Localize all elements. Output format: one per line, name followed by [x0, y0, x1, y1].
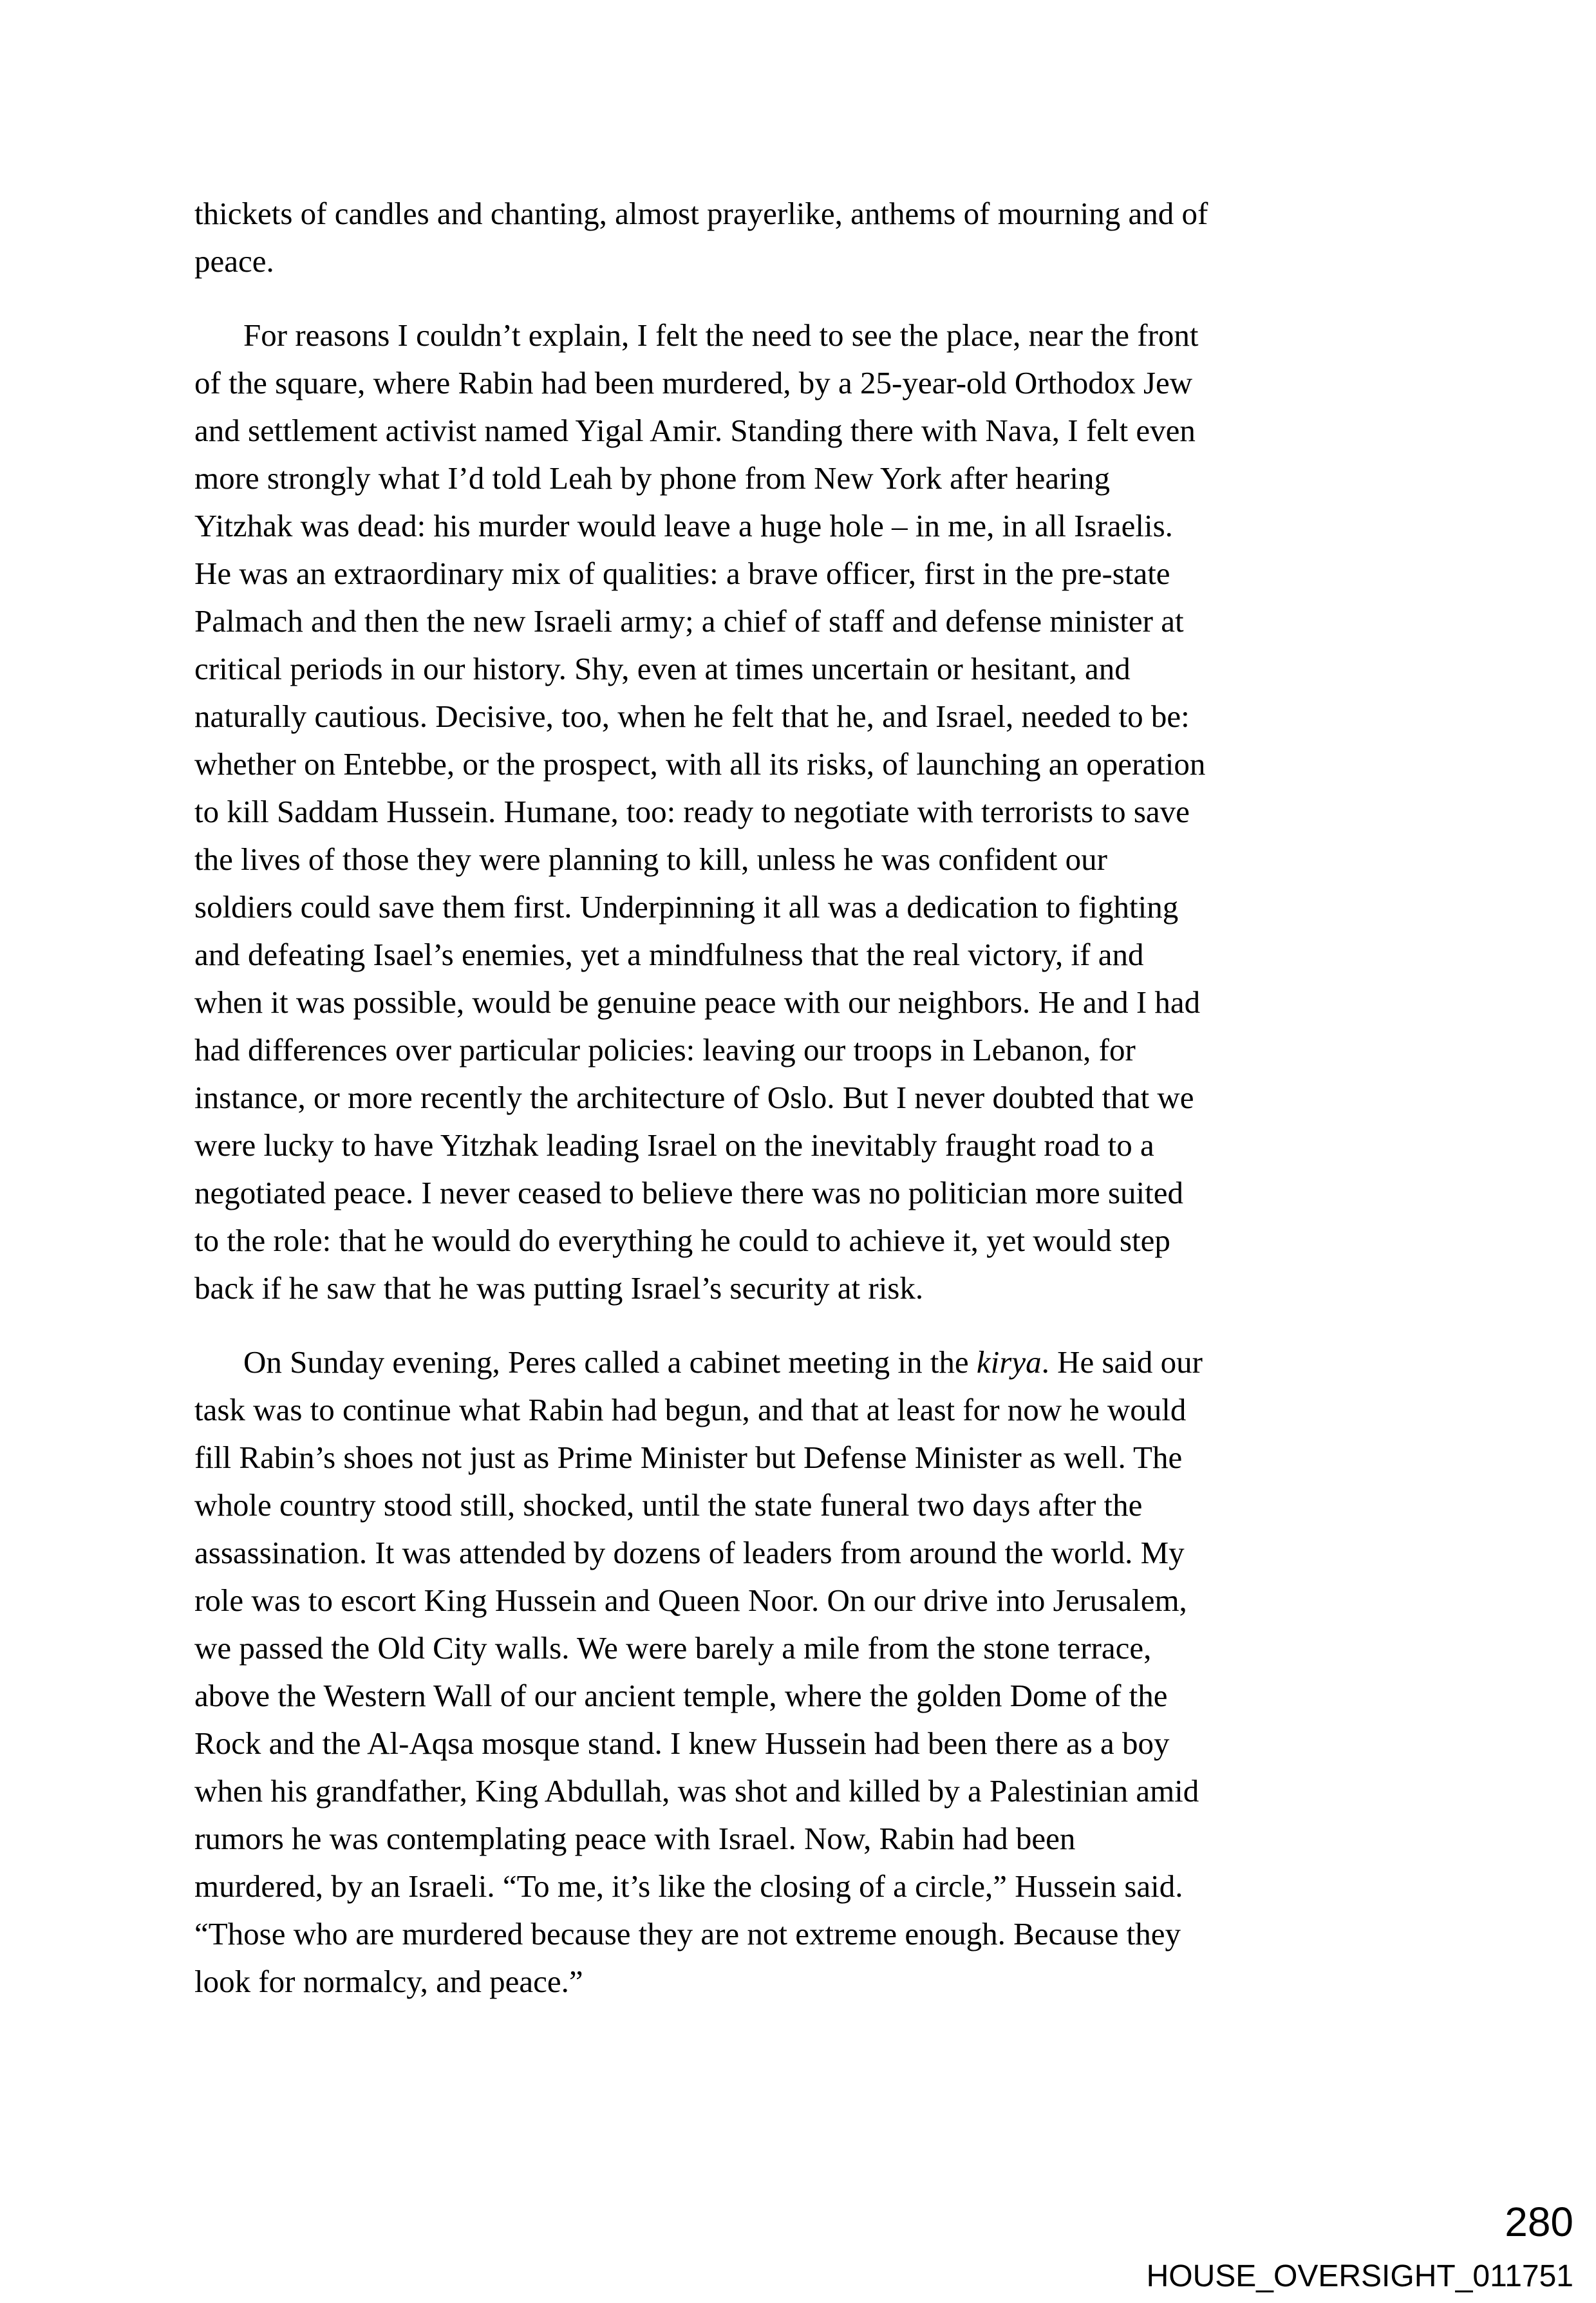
text-line: had differences over particular policies: leaving our troops in Lebanon, for: [194, 1032, 1136, 1067]
text-line: peace.: [194, 243, 274, 279]
paragraph: [194, 312, 1405, 1312]
text-segment: . He said our: [1041, 1344, 1203, 1380]
text-line: soldiers could save them first. Underpinning it all was a dedication to fighting: [194, 889, 1179, 925]
text-line: when his grandfather, King Abdullah, was shot and killed by a Palestinian amid: [194, 1773, 1199, 1809]
paragraph: [194, 190, 1405, 285]
text-line: the lives of those they were planning to kill, unless he was confident our: [194, 841, 1107, 877]
text-line: For reasons I couldn’t explain, I felt the need to see the place, near the front: [243, 317, 1199, 353]
text-line: above the Western Wall of our ancient temple, where the golden Dome of the: [194, 1678, 1168, 1713]
paragraph-lines: [194, 359, 1405, 1312]
paragraph: [194, 1339, 1405, 2006]
text-line: naturally cautious. Decisive, too, when he felt that he, and Israel, needed to be:: [194, 699, 1190, 734]
text-line: more strongly what I’d told Leah by phone from New York after hearing: [194, 460, 1111, 496]
paragraph-lines: [194, 1386, 1405, 2006]
body-text: [194, 190, 1405, 2006]
text-line: look for normalcy, and peace.”: [194, 1964, 583, 1999]
text-line: and defeating Isael’s enemies, yet a mindfulness that the real victory, if and: [194, 937, 1144, 972]
text-line: role was to escort King Hussein and Queen Noor. On our drive into Jerusalem,: [194, 1583, 1187, 1618]
text-line: of the square, where Rabin had been murdered, by a 25-year-old Orthodox Jew: [194, 365, 1193, 400]
text-line: critical periods in our history. Shy, even at times uncertain or hesitant, and: [194, 651, 1131, 686]
italic-word: kirya: [976, 1344, 1042, 1380]
text-line: Yitzhak was dead: his murder would leave a huge hole – in me, in all Israelis.: [194, 508, 1173, 543]
text-line: fill Rabin’s shoes not just as Prime Minister but Defense Minister as well. The: [194, 1440, 1183, 1475]
text-line: Rock and the Al-Aqsa mosque stand. I knew Hussein had been there as a boy: [194, 1725, 1170, 1761]
text-line: to the role: that he would do everything he could to achieve it, yet would step: [194, 1223, 1170, 1258]
text-line: “Those who are murdered because they are not extreme enough. Because they: [194, 1916, 1181, 1951]
text-line: negotiated peace. I never ceased to believe there was no politician more suited: [194, 1175, 1184, 1210]
text-line: back if he saw that he was putting Israel’s security at risk.: [194, 1270, 924, 1306]
text-line: murdered, by an Israeli. “To me, it’s like the closing of a circle,” Hussein said.: [194, 1868, 1183, 1904]
text-line: task was to continue what Rabin had begun, and that at least for now he would: [194, 1392, 1187, 1427]
bates-stamp: HOUSE_OVERSIGHT_011751: [1146, 2259, 1573, 2293]
text-line: [194, 1339, 1405, 1386]
text-line: were lucky to have Yitzhak leading Israel on the inevitably fraught road to a: [194, 1127, 1154, 1163]
text-line: whole country stood still, shocked, until the state funeral two days after the: [194, 1487, 1143, 1523]
text-line: Palmach and then the new Israeli army; a chief of staff and defense minister at: [194, 603, 1184, 639]
page-number: 280: [1505, 2199, 1573, 2245]
text-line: when it was possible, would be genuine peace with our neighbors. He and I had: [194, 984, 1201, 1020]
text-segment: On Sunday evening, Peres called a cabinet meeting in the: [243, 1344, 977, 1380]
paragraph-lines: [194, 190, 1405, 285]
text-line: whether on Entebbe, or the prospect, with all its risks, of launching an operation: [194, 746, 1206, 782]
text-line: to kill Saddam Hussein. Humane, too: ready to negotiate with terrorists to save: [194, 794, 1190, 829]
text-line: thickets of candles and chanting, almost prayerlike, anthems of mourning and of: [194, 196, 1208, 231]
text-line: and settlement activist named Yigal Amir. Standing there with Nava, I felt even: [194, 413, 1196, 448]
text-line: instance, or more recently the architecture of Oslo. But I never doubted that we: [194, 1080, 1194, 1115]
text-line: we passed the Old City walls. We were barely a mile from the stone terrace,: [194, 1630, 1152, 1666]
text-line: assassination. It was attended by dozens of leaders from around the world. My: [194, 1535, 1185, 1570]
text-line: rumors he was contemplating peace with Israel. Now, Rabin had been: [194, 1821, 1076, 1856]
text-line: He was an extraordinary mix of qualities: a brave officer, first in the pre-state: [194, 556, 1170, 591]
